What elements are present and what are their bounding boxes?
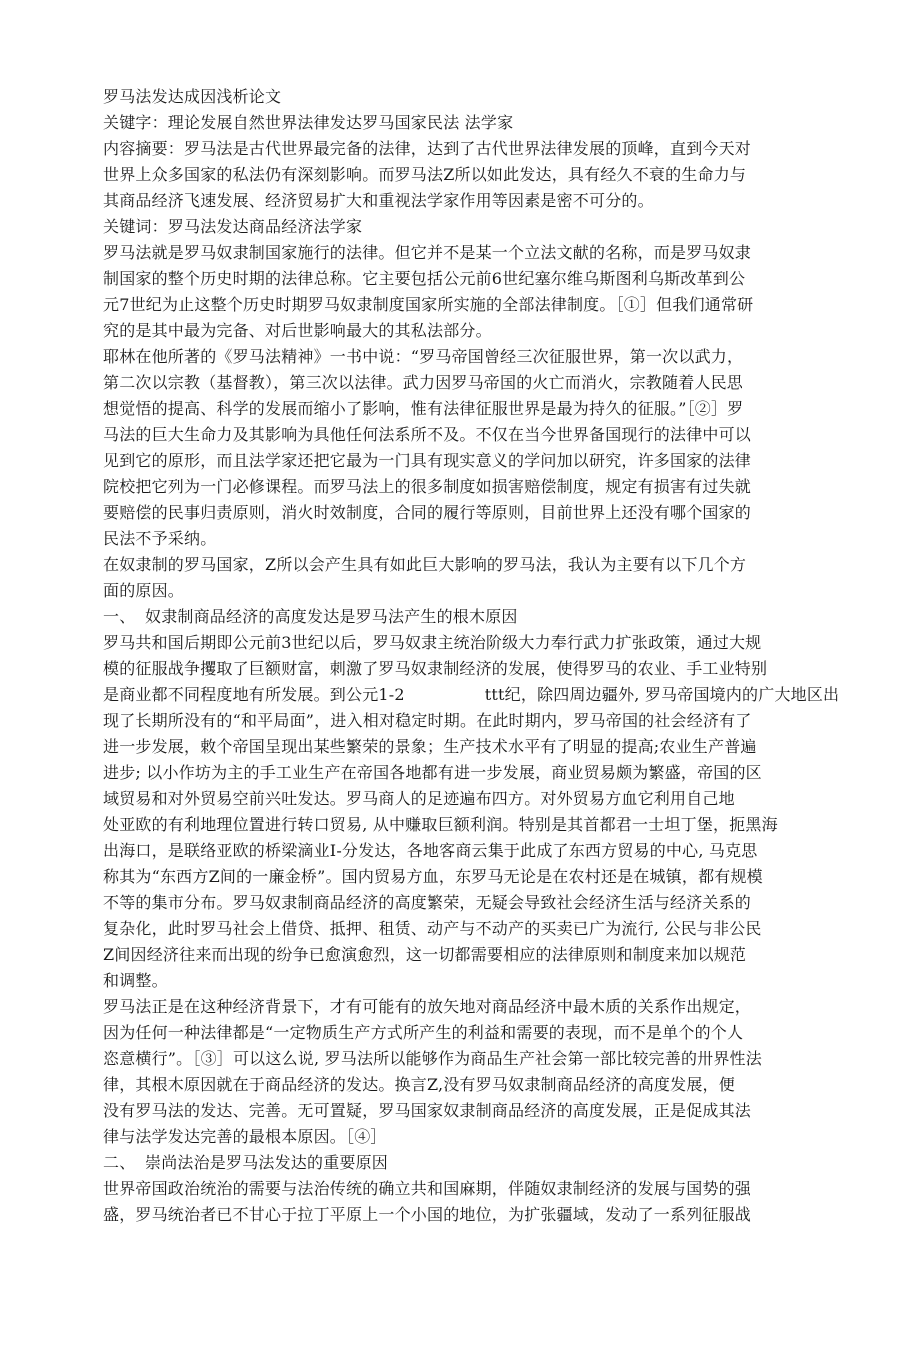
paragraph-line: 面的原因。 (103, 581, 185, 600)
paragraph-line: 恣意横行”。［③］可以这么说, 罗马法所以能够作为商品生产社会第一部比较完善的卅界性法 (103, 1049, 762, 1068)
paragraph-line: 第二次以宗教（基督教），第三次以法律。武力因罗马帝国的火亡而消火，宗教随着人民思 (103, 373, 744, 392)
section-number: 二、 (103, 1153, 136, 1172)
paragraph-line: 域贸易和对外贸易空前兴吐发达。罗马商人的足迹遍布四方。对外贸易方血它利用自己地 (103, 789, 735, 808)
paragraph-line: 制国家的整个历史时期的法律总称。它主要包括公元前6世纪塞尔维乌斯图利乌斯改革到公 (103, 269, 746, 288)
paragraph-line: 罗马共和国后期即公元前3世纪以后，罗马奴隶主统治阶级大力奉行武力扩张政策，通过大规 (103, 633, 762, 652)
section-number: 一、 (103, 607, 136, 626)
paragraph-fragment: ttt纪，除四周边疆外, 罗马帝国境内的广大地区出 (484, 685, 840, 704)
paragraph-fragment: 是商业都不同程度地有所发展。到公元1-2 (103, 685, 405, 704)
paragraph-line: 院校把它列为一门必修课程。而罗马法上的很多制度如损害赔偿制度，规定有损害有过失就 (103, 477, 752, 496)
paragraph-line: 没有罗马法的发达、完善。无可置疑，罗马国家奴隶制商品经济的高度发展，正是促成其法 (103, 1101, 752, 1120)
paragraph-line: 模的征服战争攫取了巨额财富，刺激了罗马奴隶制经济的发展，使得罗马的农业、手工业特别 (103, 659, 768, 678)
paragraph-line: 要赔偿的民事归责原则，消火时效制度，合同的履行等原则，目前世界上还没有哪个国家的 (103, 503, 752, 522)
paragraph-line: 律与法学发达完善的最根本原因。［④］ (103, 1127, 387, 1146)
paragraph-line: 现了长期所没有的“和平局面”，进入相对稳定时期。在此时期内，罗马帝国的社会经济有了 (103, 711, 752, 730)
paragraph-line: 和调整。 (103, 971, 168, 990)
paragraph-line: 罗马法正是在这种经济背景下，才有可能有的放矢地对商品经济中最木质的关系作出规定， (103, 997, 752, 1016)
abstract-line: 内容摘要：罗马法是古代世界最完备的法律，达到了古代世界法律发展的顶峰，直到今天对 (103, 139, 752, 158)
section-heading-text: 奴隶制商品经济的高度发达是罗马法产生的根木原因 (145, 607, 518, 626)
section-heading-1 (103, 606, 518, 628)
paragraph-line: 在奴隶制的罗马国家，Z所以会产生具有如此巨大影响的罗马法，我认为主要有以下几个方 (103, 555, 747, 574)
paragraph-line: 民法不予采纳。 (103, 529, 217, 548)
keywords-line-2: 关键词：罗马法发达商品经济法学家 (103, 217, 363, 236)
paragraph-line: 见到它的原形，而且法学家还把它最为一门具有现实意义的学问加以研究，许多国家的法律 (103, 451, 752, 470)
paragraph-line: 马法的巨大生命力及其影响为具他任何法系所不及。不仅在当今世界备国现行的法律中可以 (103, 425, 752, 444)
paragraph-line: 进步; 以小作坊为主的手工业生产在帝国各地都有进一步发展，商业贸易颇为繁盛，帝国的区 (103, 763, 762, 782)
abstract-line: 其商品经济飞速发展、经济贸易扩大和重视法学家作用等因素是密不可分的。 (103, 191, 654, 210)
paragraph-line: 出海口，是联络亚欧的桥梁滴业I-分发达，各地客商云集于此成了东西方贸易的中心, 马克思 (103, 841, 758, 860)
paragraph-line: Z间因经济往来而出现的纷争已愈演愈烈，这一切都需要相应的法律原则和制度来加以规范 (103, 945, 747, 964)
paragraph-line: 想觉悟的提高、科学的发展而缩小了影响，惟有法律征服世界是最为持久的征服。”［②］罗 (103, 399, 744, 418)
paragraph-line: 耶林在他所著的《罗马法精神》一书中说：“罗马帝国曾经三次征服世界，第一次以武力， (103, 347, 744, 366)
paragraph-line: 复杂化，此时罗马社会上借贷、抵押、租赁、动产与不动产的买卖已广为流行, 公民与非公民 (103, 919, 762, 938)
document-title: 罗马法发达成因浅析论文 (103, 87, 282, 106)
paragraph-line: 究的是其中最为完备、对后世影响最大的其私法部分。 (103, 321, 492, 340)
paragraph-line: 处亚欧的有利地理位置进行转口贸易, 从中赚取巨额利润。特别是其首都君一士坦丁堡，扼黑海 (103, 815, 778, 834)
paragraph-line (103, 684, 839, 706)
section-heading-text: 崇尚法治是罗马法发达的重要原因 (145, 1153, 389, 1172)
section-heading-2 (103, 1152, 388, 1174)
paragraph-line: 律，其根木原因就在于商品经济的发达。换言Z,没有罗马奴隶制商品经济的高度发展，便 (103, 1075, 735, 1094)
paragraph-line: 罗马法就是罗马奴隶制国家施行的法律。但它并不是某一个立法文献的名称，而是罗马奴隶 (103, 243, 752, 262)
paragraph-line: 不等的集市分布。罗马奴隶制商品经济的高度繁荣，无疑会导致社会经济生活与经济关系的 (103, 893, 752, 912)
paragraph-line: 称其为“东西方Z间的一廉金桥”。国内贸易方血，东罗马无论是在农村还是在城镇，都有规模 (103, 867, 763, 886)
paragraph-line: 世界帝国政治统治的需要与法治传统的确立共和国麻期，伴随奴隶制经济的发展与国势的强 (103, 1179, 752, 1198)
paragraph-line: 进一步发展，敕个帝国呈现出某些繁荣的景象；生产技术水平有了明显的提高;农业生产普遍 (103, 737, 757, 756)
paragraph-line: 因为任何一种法律都是“一定物质生产方式所产生的利益和需要的表现，而不是单个的个人 (103, 1023, 744, 1042)
paragraph-line: 盛，罗马统治者已不甘心于拉丁平原上一个小国的地位，为扩张疆域，发动了一系列征服战 (103, 1205, 752, 1224)
paragraph-line: 元7世纪为止这整个历史时期罗马奴隶制度国家所实施的全部法律制度。［①］但我们通常研 (103, 295, 754, 314)
abstract-line: 世界上众多国家的私法仍有深刻影响。而罗马法Z所以如此发达，具有经久不衰的生命力与 (103, 165, 747, 184)
keywords-line: 关键字：理论发展自然世界法律发达罗马国家民法 法学家 (103, 113, 514, 132)
